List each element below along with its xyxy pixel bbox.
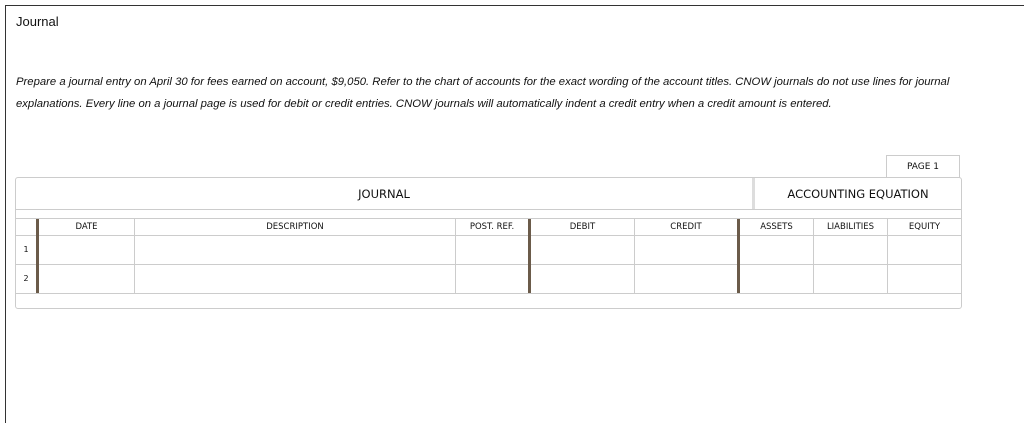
instructions-text: Prepare a journal entry on April 30 for fees earned on account, $9,050. Refer to the chart of accounts for the exact wording of the account titles. CNOW journals do not use lines for journal explanations. Every line on a journal page is used for debit or credit entries. CNOW journals will automatically indent a credit entry when a credit amount is entered.: [16, 76, 950, 110]
equity-cell[interactable]: [888, 236, 961, 264]
accounting-equation-header: ACCOUNTING EQUATION: [787, 187, 929, 201]
page-tab[interactable]: PAGE 1: [886, 155, 960, 178]
header-divider: [16, 209, 961, 210]
debit-cell[interactable]: [531, 236, 634, 264]
liabilities-cell[interactable]: [814, 236, 887, 264]
liabilities-cell[interactable]: [814, 265, 887, 293]
journal-header: JOURNAL: [16, 178, 755, 210]
row-divider: [16, 293, 961, 294]
post-ref-cell[interactable]: [456, 236, 528, 264]
col-credit: CREDIT: [670, 222, 702, 232]
description-cell[interactable]: [135, 236, 455, 264]
column-header-top-line: [16, 218, 961, 219]
equity-cell[interactable]: [888, 265, 961, 293]
row-number: 1: [23, 245, 29, 254]
date-cell[interactable]: [39, 236, 134, 264]
col-date: DATE: [75, 222, 98, 232]
assets-cell[interactable]: [740, 265, 813, 293]
credit-cell[interactable]: [635, 265, 737, 293]
assets-cell[interactable]: [740, 236, 813, 264]
post-ref-cell[interactable]: [456, 265, 528, 293]
col-liabilities: LIABILITIES: [826, 222, 875, 232]
page-title: Journal: [16, 14, 59, 29]
col-debit: DEBIT: [569, 222, 596, 232]
credit-cell[interactable]: [635, 236, 737, 264]
debit-cell[interactable]: [531, 265, 634, 293]
date-cell[interactable]: [39, 265, 134, 293]
col-description: DESCRIPTION: [266, 222, 324, 232]
row-number: 2: [23, 274, 29, 283]
col-equity: EQUITY: [908, 222, 941, 232]
description-cell[interactable]: [135, 265, 455, 293]
col-assets: ASSETS: [760, 222, 793, 232]
col-post-ref: POST. REF.: [469, 222, 515, 232]
